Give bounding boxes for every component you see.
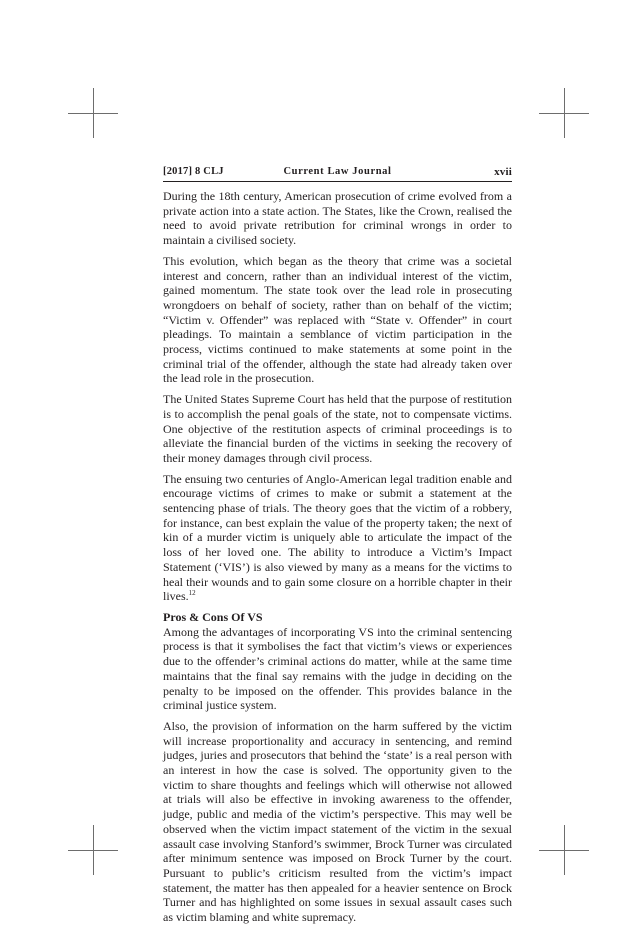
crop-mark	[93, 88, 94, 138]
running-header	[163, 166, 512, 180]
paragraph-text: The ensuing two centuries of Anglo-American legal tradition enable and encourage victims of crimes to make or submit a statement at the sentencing phase of trials. The theory goes that the victim of a robbery, for instance, can best explain the value of the property taken; the next of kin of a murder victim is uniquely able to articulate the impact of the loss of her loved one. The ability to introduce a Victim’s Impact Statement (‘VIS’) is also viewed by many as a means for the victims to heal their wounds and to gain some closure on a horrible chapter in their lives.	[163, 471, 512, 604]
footnote-marker: 12	[188, 589, 196, 598]
section-heading: Pros & Cons Of VS	[163, 609, 263, 624]
header-journal-title: Current Law Journal	[283, 166, 392, 177]
paragraph: This evolution, which began as the theory that crime was a societal interest and concern, rather than an individual interest of the victim, gained momentum. The state took over the lead role in prosecuting wrongdoers on behalf of society, rather than on behalf of the victim; “Victim v. Offender” was replaced with “State v. Offender” in court pleadings. To maintain a semblance of victim participation in the process, victims continued to make statements at some point in the criminal trial of the offender, although the state had already taken over the lead role in the prosecution.	[163, 253, 512, 386]
paragraph	[163, 472, 512, 604]
paragraph: The United States Supreme Court has held that the purpose of restitution is to accomplish the penal goals of the state, not to compensate victims. One objective of the restitution aspects of criminal proceedings is to alleviate the financial burden of the victims in seeking the recovery of their money damages through civil process.	[163, 392, 512, 465]
paragraph: Also, the provision of information on the harm suffered by the victim will increase proportionality and accuracy in sentencing, and remind judges, juries and prosecutors that behind the ‘state’ is a real person with an interest in how the case is solved. The opportunity given to the victim to share thoughts and feelings which will otherwise not allowed at trials will also be effective in invoking awareness to the offender, judge, public and media of the victim’s perspective. This may well be observed when the victim impact statement of the victim in the sexual assault case involving Stanford’s swimmer, Brock Turner was circulated after minimum sentence was imposed on Brock Turner by the court. Pursuant to public’s criticism resulted from the victim’s impact statement, the matter has then appealed for a heavier sentence on Brock Turner and has highlighted on some issues in sexual assault cases such as victim blaming and white supremacy.	[163, 718, 512, 925]
header-page-number: xvii	[494, 166, 512, 178]
crop-mark	[93, 825, 94, 875]
page-body	[163, 189, 512, 931]
crop-mark	[564, 88, 565, 138]
paragraph: During the 18th century, American prosecution of crime evolved from a private action into a state action. The States, like the Crown, realised the need to avoid private retribution for criminal wrongs in order to maintain a civilised society.	[163, 189, 512, 248]
crop-mark	[564, 825, 565, 875]
header-citation: [2017] 8 CLJ	[163, 166, 224, 177]
header-rule	[163, 181, 512, 182]
paragraph: Among the advantages of incorporating VS into the criminal sentencing process is that it symbolises the fact that victim’s views or experiences due to the offender’s criminal actions do matter, while at the same time maintains that the final say remains with the judge in deciding on the penalty to be imposed on the offender. This provides balance in the criminal justice system.	[163, 624, 512, 713]
